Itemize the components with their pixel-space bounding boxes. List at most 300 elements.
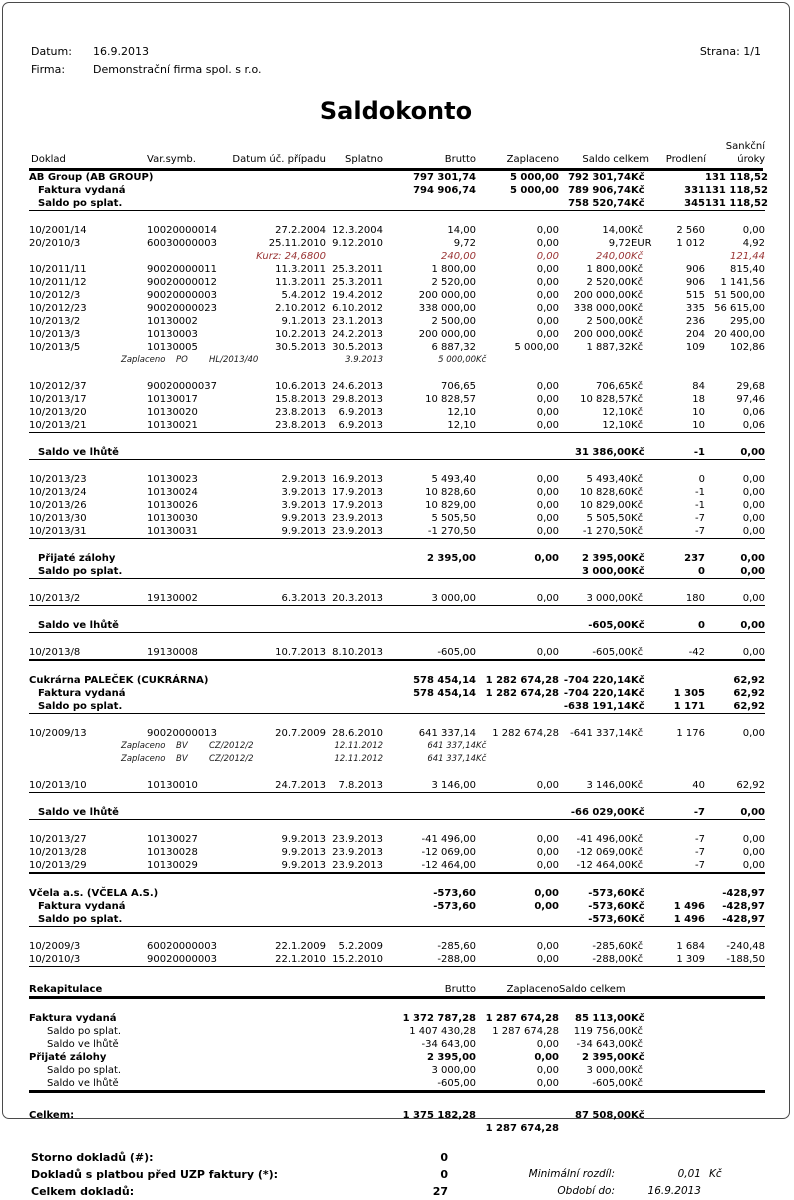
zaplaceno: 0,00 (536, 847, 560, 858)
prodleni: -1 (693, 447, 706, 458)
zaplaceno (476, 197, 559, 211)
varsymb: 90020000037 (147, 381, 217, 392)
group-summary-row (29, 184, 765, 197)
rule (29, 820, 765, 834)
saldo: 338 000,00 (573, 303, 632, 314)
celkem-zaplaceno: 1 287 674,28 (485, 1123, 559, 1134)
payment-note-row (29, 354, 765, 367)
uroky: 295,00 (730, 316, 766, 327)
rule-row (29, 820, 765, 834)
saldo: -41 496,00 (576, 834, 632, 845)
prodleni: 1 176 (676, 728, 706, 739)
currency: Kč (631, 914, 645, 925)
zaplaceno: 5 000,00 (514, 342, 560, 353)
document-row (29, 315, 765, 328)
uroky: 0,00 (742, 526, 766, 537)
datum: 11.3.2011 (275, 277, 326, 288)
doklad: 10/2013/27 (29, 834, 87, 845)
group-summary-row (29, 900, 765, 913)
rekap-row (29, 1038, 765, 1051)
doklad: 10/2001/14 (29, 225, 87, 236)
saldo: -638 191,14 (563, 701, 632, 712)
splatno: 17.9.2013 (332, 500, 384, 511)
prodleni: -7 (695, 526, 706, 537)
saldo: 2 520,00 (586, 277, 632, 288)
row-label: AB Group (AB GROUP) (29, 172, 154, 183)
minimal-diff-label: Minimální rozdíl: (528, 1168, 615, 1180)
note-amount: 641 337,14 (427, 741, 477, 751)
rule (29, 660, 765, 674)
rule (29, 579, 765, 593)
varsymb: 10130024 (147, 487, 198, 498)
group-summary-row (29, 700, 765, 714)
varsymb: 10130026 (147, 500, 198, 511)
rekap-brutto: -605,00 (437, 1078, 476, 1089)
zaplaceno: 0,00 (536, 780, 560, 791)
zaplaceno: 0,00 (536, 264, 560, 275)
currency: Kč (631, 860, 644, 871)
prodleni (657, 887, 705, 900)
rekap-label: Saldo ve lhůtě (47, 1078, 119, 1089)
brutto: 5 493,40 (431, 474, 477, 485)
uroky: 0,06 (742, 407, 766, 418)
splatno: 25.3.2011 (332, 277, 384, 288)
uzp-row (29, 1166, 763, 1183)
page-number (700, 43, 761, 61)
prodleni: 2 560 (676, 225, 706, 236)
prodleni: 1 012 (676, 238, 706, 249)
rule (29, 793, 765, 807)
group-summary-row (29, 446, 765, 460)
group-header-row (29, 674, 765, 687)
doklad: 10/2013/29 (29, 860, 87, 871)
splatno: 28.6.2010 (332, 728, 384, 739)
note-currency: Kč (476, 355, 487, 365)
zaplaceno: 0,00 (536, 834, 560, 845)
datum: 2.10.2012 (275, 303, 326, 314)
datum: 22.1.2009 (275, 941, 326, 952)
note-currency: Kč (476, 754, 487, 764)
rekap-zaplaceno: 0,00 (536, 1065, 559, 1076)
note-amount: 5 000,00 (438, 355, 477, 365)
uroky: 62,92 (733, 688, 766, 699)
currency: Kč (631, 407, 644, 418)
currency: Kč (631, 342, 644, 353)
varsymb: 10130027 (147, 834, 198, 845)
varsymb: 90020000003 (147, 290, 217, 301)
document-row (29, 486, 765, 499)
cell (657, 1064, 765, 1077)
rekap-rule (29, 1092, 765, 1107)
total-docs-row (29, 1183, 763, 1200)
date-row (29, 43, 763, 61)
brutto: 797 301,74 (413, 172, 477, 183)
zaplaceno: 1 282 674,28 (485, 675, 560, 686)
cell (657, 1038, 765, 1051)
saldo: -573,60 (588, 901, 632, 912)
prodleni: -42 (688, 647, 706, 658)
currency: Kč (631, 688, 645, 699)
rule-row (29, 633, 765, 647)
brutto: 2 500,00 (431, 316, 477, 327)
uroky: 0,00 (742, 474, 766, 485)
splatno: 16.9.2013 (332, 474, 384, 485)
column-brutto: Brutto (444, 154, 476, 165)
brutto: 12,10 (447, 420, 477, 431)
note-amount: 641 337,14 (427, 754, 477, 764)
row-label: Faktura vydaná (38, 185, 126, 196)
varsymb: 19130002 (147, 593, 198, 604)
rekap-brutto: 1 407 430,28 (409, 1026, 476, 1037)
rekap-brutto: 2 395,00 (426, 1052, 476, 1063)
zaplaceno (476, 913, 559, 927)
zaplaceno: 5 000,00 (509, 172, 560, 183)
currency: Kč (631, 954, 644, 965)
rekap-row (29, 1012, 765, 1025)
prodleni: 10 (692, 420, 706, 431)
rekap-currency: Kč (631, 1026, 644, 1037)
payment-note-row (29, 740, 765, 753)
currency: Kč (631, 901, 645, 912)
header-rule (29, 168, 763, 171)
payment-note (29, 740, 326, 753)
saldo: 2 395,00 (581, 553, 632, 564)
report-page (2, 2, 790, 1198)
document-row (29, 406, 765, 419)
currency: Kč (631, 225, 644, 236)
varsymb: 10130021 (147, 420, 198, 431)
datum: 30.5.2013 (275, 342, 326, 353)
document-row (29, 393, 765, 406)
uroky: -188,50 (726, 954, 766, 965)
datum: 23.8.2013 (275, 420, 326, 431)
zaplaceno: 5 000,00 (509, 185, 560, 196)
group-summary-row (29, 806, 765, 820)
currency: Kč (631, 675, 645, 686)
total-docs-label: Celkem dokladů: (31, 1185, 135, 1198)
rekap-column-saldo: Saldo celkem (559, 984, 626, 995)
rekap-saldo: 85 113,00 (575, 1013, 631, 1024)
currency: Kč (631, 198, 645, 209)
uroky: 0,00 (742, 834, 766, 845)
doklad: 10/2012/37 (29, 381, 87, 392)
saldo: 792 301,74 (568, 172, 632, 183)
rekap-brutto: 1 372 787,28 (402, 1013, 476, 1024)
saldo: 3 000,00 (581, 566, 632, 577)
rekap-currency: Kč (631, 1065, 644, 1076)
prodleni (657, 674, 705, 687)
brutto: -285,60 (437, 941, 477, 952)
brutto: -12 069,00 (421, 847, 477, 858)
rule-row (29, 660, 765, 674)
varsymb: 10130023 (147, 474, 198, 485)
doklad: 10/2012/23 (29, 303, 87, 314)
zaplaceno: 0,00 (536, 500, 560, 511)
varsymb: 10130028 (147, 847, 198, 858)
splatno: 24.2.2013 (332, 329, 384, 340)
prodleni: 1 171 (673, 701, 706, 712)
zaplaceno (476, 619, 559, 633)
zaplaceno (476, 700, 559, 714)
varsymb: 10130020 (147, 407, 198, 418)
row-label: Přijaté zálohy (38, 553, 116, 564)
saldo: 10 828,60 (580, 487, 632, 498)
splatno: 24.6.2013 (332, 381, 384, 392)
prodleni: 180 (685, 593, 706, 604)
minimal-diff-currency: Kč (709, 1168, 722, 1180)
splatno: 29.8.2013 (332, 394, 384, 405)
rule-row (29, 433, 765, 447)
rekap-table (29, 983, 765, 1106)
group-header-row (29, 171, 765, 184)
varsymb: 19130008 (147, 647, 198, 658)
datum: 9.9.2013 (281, 513, 326, 524)
saldo: 200 000,00 (573, 290, 632, 301)
uzp-value: 0 (440, 1168, 448, 1181)
currency: Kč (631, 728, 644, 739)
datum: 5.4.2012 (281, 290, 326, 301)
currency: Kč (631, 487, 644, 498)
celkem-section (29, 1109, 765, 1135)
note-currency: Kč (476, 741, 487, 751)
row-label: Saldo ve lhůtě (38, 807, 119, 818)
rekap-row (29, 1051, 765, 1064)
brutto: 2 520,00 (431, 277, 477, 288)
prodleni: 204 (685, 329, 706, 340)
rule (29, 714, 765, 728)
doklad (29, 250, 147, 263)
uroky: 102,86 (730, 342, 766, 353)
zaplaceno: 0,00 (534, 888, 560, 899)
note-reference: HL/2013/40 (209, 355, 259, 365)
uroky: 0,06 (742, 420, 766, 431)
row-label: Saldo ve lhůtě (38, 447, 119, 458)
prodleni: 84 (692, 381, 706, 392)
group-summary-row (29, 197, 765, 211)
payment-note (29, 354, 326, 367)
datum: 9.9.2013 (281, 834, 326, 845)
currency: Kč (631, 513, 644, 524)
splatno: 23.9.2013 (332, 513, 384, 524)
note-code: PO (176, 355, 188, 365)
varsymb: 90020000003 (147, 954, 217, 965)
rule-row (29, 967, 765, 981)
datum: 24.7.2013 (275, 780, 326, 791)
splatno: 23.9.2013 (332, 526, 384, 537)
currency: Kč (631, 251, 644, 262)
uroky: 0,00 (740, 566, 766, 577)
splatno: 23.9.2013 (332, 847, 384, 858)
saldo: 758 520,74 (568, 198, 632, 209)
datum: 2.9.2013 (281, 474, 326, 485)
celkem-row (29, 1109, 765, 1122)
uroky: 131 118,52 (705, 185, 768, 196)
brutto: 240,00 (441, 251, 477, 262)
uroky: 1 141,56 (720, 277, 766, 288)
rekap-zaplaceno: 0,00 (536, 1078, 559, 1089)
prodleni: 0 (698, 620, 706, 631)
date-value: 16.9.2013 (93, 45, 149, 58)
document-row (29, 289, 765, 302)
group-summary-row (29, 565, 765, 579)
rule-row (29, 873, 765, 887)
note-label: Zaplaceno (121, 754, 166, 764)
brutto: 641 337,14 (418, 728, 477, 739)
cell (559, 753, 765, 766)
uroky: 0,00 (742, 225, 766, 236)
zaplaceno: 0,00 (536, 394, 560, 405)
datum: 9.9.2013 (281, 526, 326, 537)
cell (657, 1051, 765, 1064)
rule-row (29, 211, 765, 225)
saldo: 2 500,00 (586, 316, 632, 327)
document-row (29, 328, 765, 341)
doklad: 10/2009/3 (29, 941, 81, 952)
column-sankcni: Sankční (725, 141, 765, 152)
uroky: 0,00 (740, 553, 766, 564)
zaplaceno: 0,00 (534, 553, 560, 564)
currency: Kč (631, 941, 644, 952)
uroky: 20 400,00 (714, 329, 766, 340)
document-row (29, 263, 765, 276)
brutto: 1 800,00 (431, 264, 477, 275)
varsymb: 10130003 (147, 329, 198, 340)
brutto: -41 496,00 (421, 834, 477, 845)
column-varsymb: Var.symb. (147, 154, 196, 165)
rekap-label: Přijaté zálohy (29, 1052, 107, 1063)
datum: 15.8.2013 (275, 394, 326, 405)
uzp-label: Dokladů s platbou před UZP faktury (*): (31, 1168, 279, 1181)
prodleni: 335 (685, 303, 706, 314)
group-summary-row (29, 619, 765, 633)
brutto: 578 454,14 (413, 688, 477, 699)
uroky: 29,68 (736, 381, 766, 392)
saldo: 1 887,32 (586, 342, 632, 353)
varsymb: 10130002 (147, 316, 198, 327)
document-row (29, 846, 765, 859)
doklad: 10/2013/10 (29, 780, 87, 791)
currency: Kč (631, 394, 644, 405)
uroky: 62,92 (733, 675, 766, 686)
column-saldo-celkem: Saldo celkem (582, 154, 649, 165)
saldo: -12 069,00 (576, 847, 632, 858)
brutto (383, 197, 476, 211)
saldo: 10 828,57 (580, 394, 632, 405)
document-row (29, 953, 765, 967)
splatno: 23.9.2013 (332, 860, 384, 871)
note-reference: CZ/2012/2 (209, 754, 254, 764)
payment-note-row (29, 753, 765, 766)
note-label: Zaplaceno (121, 741, 166, 751)
cell (657, 1012, 765, 1025)
splatno: 19.4.2012 (332, 290, 384, 301)
splatno: 12.3.2004 (332, 225, 384, 236)
brutto: -12 464,00 (421, 860, 477, 871)
balance-table (29, 171, 768, 980)
zaplaceno: 0,00 (536, 251, 560, 262)
company-value: Demonstrační firma spol. s r.o. (93, 63, 262, 76)
splatno: 17.9.2013 (332, 487, 384, 498)
brutto: 14,00 (447, 225, 477, 236)
currency: Kč (631, 264, 644, 275)
currency: Kč (631, 290, 644, 301)
brutto (383, 806, 476, 820)
uroky: 0,00 (742, 647, 766, 658)
cell (657, 1077, 765, 1092)
prodleni (657, 250, 705, 263)
prodleni: 1 309 (676, 954, 706, 965)
zaplaceno: 0,00 (536, 941, 560, 952)
doklad: 10/2013/2 (29, 316, 81, 327)
column-splatno: Splatno (345, 154, 383, 165)
brutto: 10 829,00 (425, 500, 477, 511)
splatno: 15.2.2010 (332, 954, 384, 965)
uroky: -428,97 (722, 901, 766, 912)
datum: 25.11.2010 (268, 238, 326, 249)
doklad: 10/2011/11 (29, 264, 87, 275)
saldo: 10 829,00 (580, 500, 632, 511)
saldo: 14,00 (602, 225, 632, 236)
datum: 27.2.2004 (275, 225, 326, 236)
rekap-label: Saldo ve lhůtě (47, 1039, 119, 1050)
currency: Kč (631, 888, 645, 899)
currency: Kč (631, 303, 644, 314)
row-label: Saldo po splat. (38, 914, 123, 925)
rekap-label: Saldo po splat. (47, 1026, 122, 1037)
currency: Kč (631, 847, 644, 858)
prodleni: 345 (684, 198, 706, 209)
saldo: -573,60 (588, 888, 632, 899)
document-row (29, 646, 765, 660)
varsymb: 90020000012 (147, 277, 217, 288)
spacer-row (29, 367, 765, 380)
rekap-brutto: -34 643,00 (421, 1039, 476, 1050)
rekap-zaplaceno: 1 287 674,28 (492, 1026, 559, 1037)
rekap-currency: Kč (631, 1052, 645, 1063)
saldo: -641 337,14 (570, 728, 632, 739)
note-label: Zaplaceno (121, 355, 166, 365)
doklad: 10/2010/3 (29, 954, 81, 965)
payment-note (29, 753, 326, 766)
uroky: 0,00 (742, 847, 766, 858)
currency: Kč (631, 526, 644, 537)
rekap-column-brutto: Brutto (444, 984, 476, 995)
row-label: Saldo ve lhůtě (38, 620, 119, 631)
group-header-row (29, 887, 765, 900)
doklad: 10/2013/28 (29, 847, 87, 858)
saldo: 200 000,00 (573, 329, 632, 340)
currency: Kč (631, 566, 645, 577)
company-row (29, 61, 763, 79)
prodleni: 0 (698, 566, 706, 577)
minimal-diff-value: 0,01 (677, 1168, 701, 1180)
rekap-row (29, 1025, 765, 1038)
prodleni: -7 (695, 847, 706, 858)
rule-row (29, 460, 765, 474)
brutto: -605,00 (437, 647, 477, 658)
currency: Kč (631, 185, 645, 196)
document-row (29, 237, 765, 250)
prodleni: 237 (684, 553, 706, 564)
datum: 20.7.2009 (275, 728, 326, 739)
datum: 3.9.2013 (281, 500, 326, 511)
splatno: 7.8.2013 (338, 780, 384, 791)
zaplaceno: 0,00 (536, 474, 560, 485)
rekap-title: Rekapitulace (29, 984, 103, 995)
column-zaplaceno: Zaplaceno (506, 154, 559, 165)
rekap-saldo: 3 000,00 (586, 1065, 631, 1076)
prodleni: 906 (685, 264, 706, 275)
